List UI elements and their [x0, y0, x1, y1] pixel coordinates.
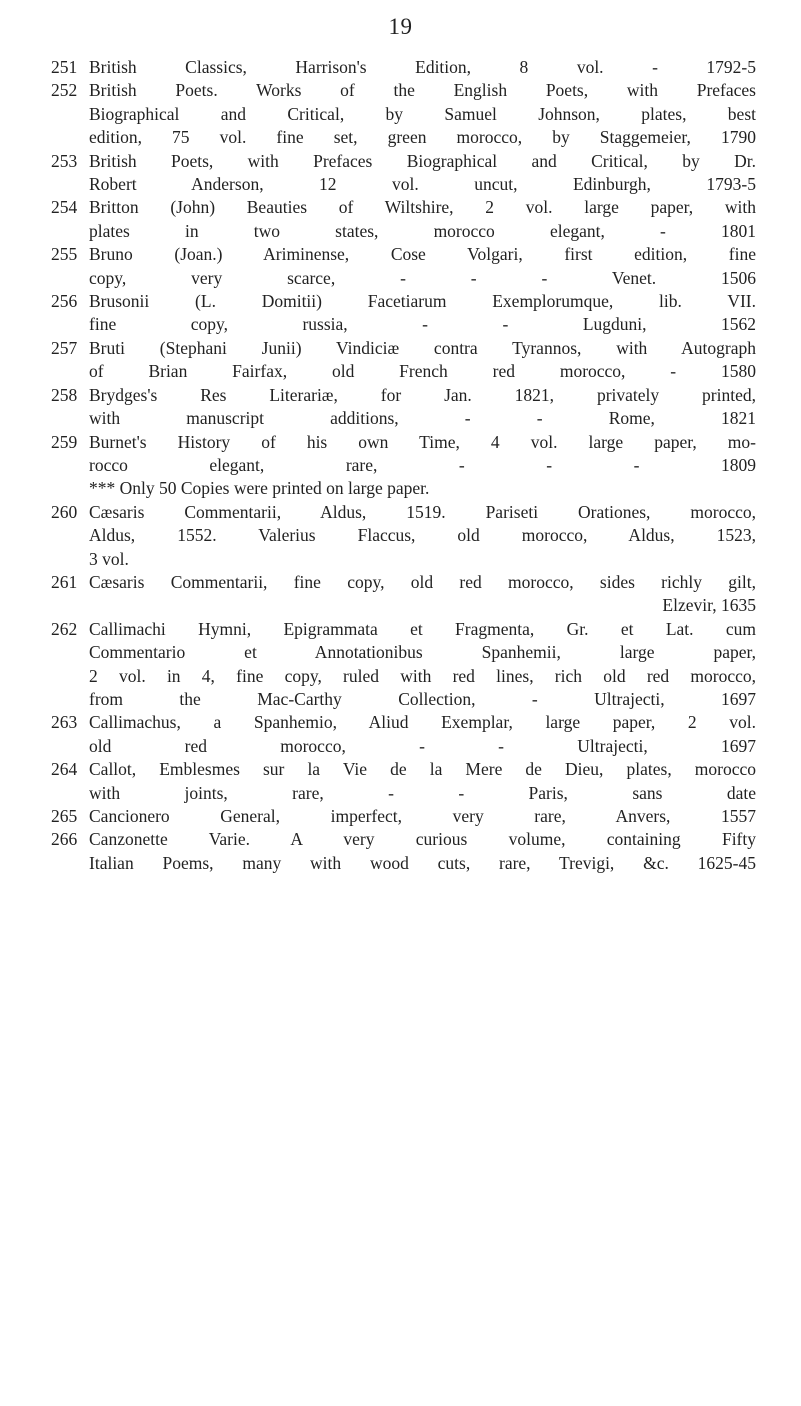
- entry-line: rocco elegant, rare, - - - 1809: [89, 454, 756, 475]
- lot-number: 259: [51, 431, 78, 452]
- entry-line: Britton (John) Beauties of Wiltshire, 2 vol. large paper, with: [89, 197, 756, 218]
- lot-number: 255: [51, 244, 78, 265]
- lot-number: 256: [51, 291, 78, 312]
- catalogue-entry: [51, 384, 756, 431]
- lot-number: 252: [51, 80, 78, 101]
- catalogue-entry: [51, 431, 756, 478]
- catalogue-entry: [51, 337, 756, 384]
- lot-number: 253: [51, 150, 78, 171]
- entry-line: Bruno (Joan.) Ariminense, Cose Volgari, first edition, fine: [89, 244, 756, 265]
- entry-line: Burnet's History of his own Time, 4 vol. large paper, mo-: [89, 431, 756, 452]
- lot-number: 254: [51, 197, 78, 218]
- lot-number: 264: [51, 759, 78, 780]
- catalogue-entry: [51, 79, 756, 149]
- lot-number: 265: [51, 806, 78, 826]
- catalogue-entry: [51, 618, 756, 712]
- entry-line: Cæsaris Commentarii, Aldus, 1519. Pariseti Orationes, morocco,: [89, 501, 756, 522]
- page-number: 19: [388, 14, 413, 39]
- catalogue-entry: [51, 196, 756, 243]
- entry-line: 3 vol.: [89, 548, 129, 569]
- catalogue-entry: [51, 290, 756, 337]
- lot-number: 258: [51, 384, 78, 405]
- catalogue-entry: [51, 805, 756, 828]
- catalogue-entry: [51, 150, 756, 197]
- entry-line: British Classics, Harrison's Edition, 8 vol. - 1792-5: [89, 57, 756, 77]
- entry-line: Callimachi Hymni, Epigrammata et Fragmenta, Gr. et Lat. cum: [89, 618, 756, 639]
- entry-line: Callot, Emblesmes sur la Vie de la Mere de Dieu, plates, morocco: [89, 759, 756, 780]
- entry-line: with joints, rare, - - Paris, sans date: [89, 782, 756, 803]
- lot-number: 261: [51, 571, 78, 592]
- entry-line: Brydges's Res Literariæ, for Jan. 1821, privately printed,: [89, 384, 756, 405]
- lot-number: 251: [51, 57, 78, 77]
- entry-line: Elzevir, 1635: [662, 595, 756, 616]
- entry-line: Aldus, 1552. Valerius Flaccus, old morocco, Aldus, 1523,: [89, 525, 756, 546]
- lot-number: 266: [51, 829, 78, 850]
- entry-line: Commentario et Annotationibus Spanhemii, large paper,: [89, 642, 756, 663]
- catalogue-entry: [51, 501, 756, 571]
- entry-line: Brusonii (L. Domitii) Facetiarum Exemplorumque, lib. VII.: [89, 291, 756, 312]
- entry-line: fine copy, russia, - - Lugduni, 1562: [89, 314, 756, 335]
- entry-line: Cancionero General, imperfect, very rare, Anvers, 1557: [89, 806, 756, 826]
- entry-line: Italian Poems, many with wood cuts, rare, Trevigi, &c. 1625-45: [89, 852, 756, 873]
- entry-line: copy, very scarce, - - - Venet. 1506: [89, 267, 756, 288]
- catalogue-entry: [51, 758, 756, 805]
- entry-line: British Poets, with Prefaces Biographical and Critical, by Dr.: [89, 150, 756, 171]
- entry-line: edition, 75 vol. fine set, green morocco, by Staggemeier, 1790: [89, 127, 756, 148]
- entry-line: old red morocco, - - Ultrajecti, 1697: [89, 735, 756, 756]
- entry-line: 2 vol. in 4, fine copy, ruled with red lines, rich old red morocco,: [89, 665, 756, 686]
- entry-line: plates in two states, morocco elegant, - 1801: [89, 220, 756, 241]
- entry-line: with manuscript additions, - - Rome, 1821: [89, 408, 756, 429]
- catalogue-entry: [51, 571, 756, 618]
- catalogue-entry: [51, 828, 756, 875]
- entry-line: Bruti (Stephani Junii) Vindiciæ contra Tyrannos, with Autograph: [89, 337, 756, 358]
- entry-line: Robert Anderson, 12 vol. uncut, Edinburgh, 1793-5: [89, 174, 756, 195]
- entry-line: from the Mac-Carthy Collection, - Ultrajecti, 1697: [89, 688, 756, 709]
- lot-number: 260: [51, 501, 78, 522]
- entry-line: of Brian Fairfax, old French red morocco, - 1580: [89, 361, 756, 382]
- entry-line: Callimachus, a Spanhemio, Aliud Exemplar, large paper, 2 vol.: [89, 712, 756, 733]
- lot-number: 257: [51, 337, 78, 358]
- catalogue-entry: [51, 243, 756, 290]
- lot-number: 263: [51, 712, 78, 733]
- catalogue-entry: [51, 711, 756, 758]
- entry-line: British Poets. Works of the English Poets, with Prefaces: [89, 80, 756, 101]
- entry-line: Biographical and Critical, by Samuel Johnson, plates, best: [89, 103, 756, 124]
- entry-line: Canzonette Varie. A very curious volume, containing Fifty: [89, 829, 756, 850]
- catalogue-note: *** Only 50 Copies were printed on large paper.: [89, 478, 430, 499]
- lot-number: 262: [51, 618, 78, 639]
- catalogue-entry: [51, 56, 756, 79]
- entry-line: Cæsaris Commentarii, fine copy, old red morocco, sides richly gilt,: [89, 571, 756, 592]
- catalogue-list: [51, 56, 756, 875]
